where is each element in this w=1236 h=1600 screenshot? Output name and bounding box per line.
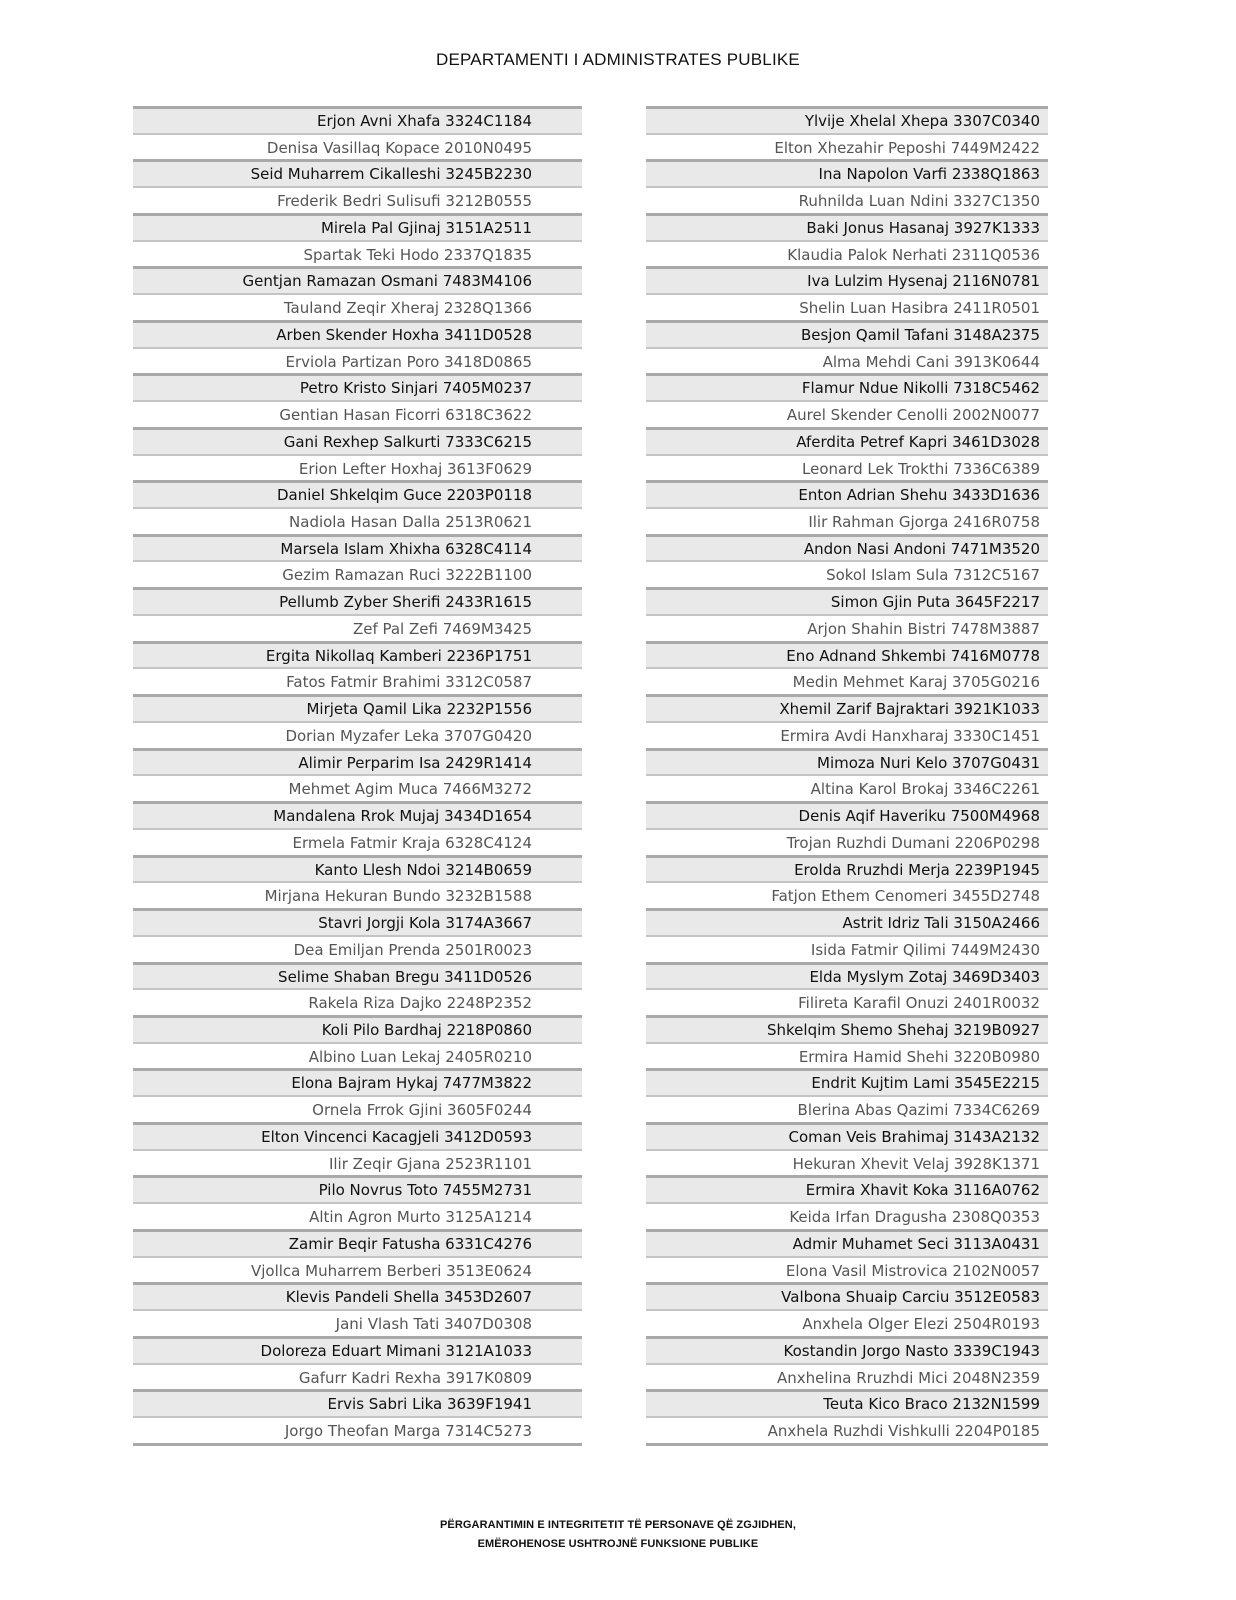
person-entry: Ylvije Xhelal Xhepa 3307C0340	[804, 112, 1040, 130]
person-entry: Shelin Luan Hasibra 2411R0501	[799, 299, 1040, 318]
person-entry: Eno Adnand Shkembi 7416M0778	[786, 646, 1040, 665]
list-item	[133, 988, 582, 1015]
list-item	[133, 774, 582, 801]
list-item	[133, 828, 582, 855]
person-entry: Astrit Idriz Tali 3150A2466	[842, 914, 1040, 933]
list-item	[133, 427, 582, 454]
list-item	[646, 213, 1048, 240]
person-entry: Arben Skender Hoxha 3411D0528	[276, 325, 532, 344]
list-item	[646, 534, 1048, 561]
person-entry: Erviola Partizan Poro 3418D0865	[285, 352, 532, 371]
list-item	[646, 1309, 1048, 1336]
list-item	[133, 266, 582, 293]
person-entry: Trojan Ruzhdi Dumani 2206P0298	[786, 833, 1040, 852]
list-item	[133, 1389, 582, 1416]
list-item	[646, 373, 1048, 400]
person-entry: Denisa Vasillaq Kopace 2010N0495	[266, 138, 532, 157]
list-item	[646, 1282, 1048, 1309]
person-entry: Ruhnilda Luan Ndini 3327C1350	[798, 192, 1040, 211]
list-item	[646, 1149, 1048, 1176]
person-entry: Blerina Abas Qazimi 7334C6269	[797, 1101, 1040, 1120]
person-entry: Mirjeta Qamil Lika 2232P1556	[306, 700, 532, 719]
person-entry: Aferdita Petref Kapri 3461D3028	[796, 432, 1040, 451]
person-entry: Keida Irfan Dragusha 2308Q0353	[789, 1208, 1040, 1227]
person-entry: Erjon Avni Xhafa 3324C1184	[316, 112, 532, 130]
person-entry: Anxhela Ruzhdi Vishkulli 2204P0185	[767, 1421, 1040, 1440]
list-item	[133, 1175, 582, 1202]
list-item	[646, 427, 1048, 454]
list-item	[133, 133, 582, 160]
person-entry: Filireta Karafil Onuzi 2401R0032	[798, 994, 1040, 1013]
person-entry: Mirjana Hekuran Bundo 3232B1588	[264, 887, 532, 906]
person-entry: Isida Fatmir Qilimi 7449M2430	[810, 940, 1040, 959]
person-entry: Ina Napolon Varfi 2338Q1863	[818, 165, 1040, 184]
list-item	[646, 133, 1048, 160]
list-item	[646, 347, 1048, 374]
person-entry: Leonard Lek Trokthi 7336C6389	[802, 459, 1040, 478]
person-entry: Stavri Jorgji Kola 3174A3667	[318, 914, 532, 933]
person-entry: Simon Gjin Puta 3645F2217	[830, 593, 1040, 612]
person-entry: Mehmet Agim Muca 7466M3272	[288, 780, 532, 799]
person-entry: Elona Vasil Mistrovica 2102N0057	[785, 1261, 1040, 1280]
list-item	[646, 1389, 1048, 1416]
list-item	[646, 240, 1048, 267]
person-entry: Enton Adrian Shehu 3433D1636	[798, 486, 1040, 505]
footer	[0, 1516, 1236, 1554]
list-item	[646, 1363, 1048, 1390]
left-name-column	[133, 106, 582, 1446]
list-item	[646, 400, 1048, 427]
list-item	[133, 480, 582, 507]
person-entry: Alma Mehdi Cani 3913K0644	[822, 352, 1040, 371]
person-entry: Pilo Novrus Toto 7455M2731	[318, 1181, 532, 1200]
list-item	[646, 694, 1048, 721]
list-item	[133, 908, 582, 935]
list-item	[133, 320, 582, 347]
person-entry: Klevis Pandeli Shella 3453D2607	[285, 1288, 532, 1307]
list-item	[133, 454, 582, 481]
footer-line-2: EMËROHENOSE USHTROJNË FUNKSIONE PUBLIKE	[477, 1538, 759, 1550]
list-item	[646, 881, 1048, 908]
person-entry: Gezim Ramazan Ruci 3222B1100	[282, 566, 532, 585]
list-item	[133, 1229, 582, 1256]
list-item	[133, 1282, 582, 1309]
right-name-column	[646, 106, 1048, 1446]
person-entry: Jani Vlash Tati 3407D0308	[335, 1315, 532, 1334]
person-entry: Altina Karol Brokaj 3346C2261	[810, 780, 1040, 799]
list-item	[133, 1336, 582, 1363]
list-item	[133, 186, 582, 213]
person-entry: Zef Pal Zefi 7469M3425	[352, 619, 532, 638]
list-item	[646, 159, 1048, 186]
list-item	[133, 1149, 582, 1176]
list-item	[646, 1068, 1048, 1095]
person-entry: Medin Mehmet Karaj 3705G0216	[792, 673, 1040, 692]
person-entry: Besjon Qamil Tafani 3148A2375	[800, 325, 1040, 344]
person-entry: Petro Kristo Sinjari 7405M0237	[299, 379, 532, 398]
list-item	[133, 1363, 582, 1390]
person-entry: Zamir Beqir Fatusha 6331C4276	[288, 1234, 532, 1253]
list-item	[133, 373, 582, 400]
person-entry: Coman Veis Brahimaj 3143A2132	[788, 1127, 1040, 1146]
person-entry: Gafurr Kadri Rexha 3917K0809	[298, 1368, 532, 1387]
footer-line-1: PËRGARANTIMIN E INTEGRITETIT TË PERSONAVE QË ZGJIDHEN,	[439, 1519, 796, 1531]
list-item	[646, 587, 1048, 614]
person-entry: Denis Aqif Haveriku 7500M4968	[798, 807, 1040, 826]
person-entry: Sokol Islam Sula 7312C5167	[826, 566, 1040, 585]
list-item	[646, 962, 1048, 989]
list-item	[646, 1256, 1048, 1283]
person-entry: Elda Myslym Zotaj 3469D3403	[809, 967, 1040, 986]
person-entry: Aurel Skender Cenolli 2002N0077	[786, 406, 1040, 425]
person-entry: Kostandin Jorgo Nasto 3339C1943	[783, 1341, 1040, 1360]
list-item	[646, 186, 1048, 213]
list-item	[646, 721, 1048, 748]
list-item	[133, 587, 582, 614]
person-entry: Erolda Rruzhdi Merja 2239P1945	[794, 860, 1040, 879]
person-entry: Anxhelina Rruzhdi Mici 2048N2359	[777, 1368, 1040, 1387]
list-item	[646, 1336, 1048, 1363]
person-entry: Admir Muhamet Seci 3113A0431	[792, 1234, 1040, 1253]
list-item	[133, 721, 582, 748]
list-item	[133, 1416, 582, 1443]
list-item	[646, 1015, 1048, 1042]
list-item	[646, 454, 1048, 481]
list-item	[646, 774, 1048, 801]
person-entry: Arjon Shahin Bistri 7478M3887	[807, 619, 1040, 638]
list-item	[133, 881, 582, 908]
list-item	[646, 106, 1048, 133]
person-entry: Dorian Myzafer Leka 3707G0420	[285, 726, 532, 745]
list-item	[646, 1095, 1048, 1122]
list-item	[646, 855, 1048, 882]
person-entry: Elton Xhezahir Peposhi 7449M2422	[774, 138, 1040, 157]
list-item	[646, 748, 1048, 775]
person-entry: Koli Pilo Bardhaj 2218P0860	[321, 1020, 532, 1039]
list-item	[133, 1202, 582, 1229]
list-item	[133, 240, 582, 267]
column-bottom-rule	[133, 1443, 582, 1446]
person-entry: Valbona Shuaip Carciu 3512E0583	[781, 1288, 1040, 1307]
person-entry: Erion Lefter Hoxhaj 3613F0629	[298, 459, 532, 478]
list-item	[133, 560, 582, 587]
person-entry: Fatjon Ethem Cenomeri 3455D2748	[771, 887, 1040, 906]
person-entry: Shkelqim Shemo Shehaj 3219B0927	[767, 1020, 1040, 1039]
list-item	[133, 1309, 582, 1336]
list-item	[133, 1015, 582, 1042]
list-item	[133, 748, 582, 775]
list-item	[133, 213, 582, 240]
list-item	[133, 694, 582, 721]
person-entry: Seid Muharrem Cikalleshi 3245B2230	[250, 165, 532, 184]
person-entry: Mimoza Nuri Kelo 3707G0431	[817, 753, 1040, 772]
person-entry: Flamur Ndue Nikolli 7318C5462	[801, 379, 1040, 398]
person-entry: Selime Shaban Bregu 3411D0526	[278, 967, 532, 986]
list-item	[133, 641, 582, 668]
list-item	[646, 560, 1048, 587]
person-entry: Vjollca Muharrem Berberi 3513E0624	[250, 1261, 532, 1280]
person-entry: Ornela Frrok Gjini 3605F0244	[312, 1101, 532, 1120]
person-entry: Gentjan Ramazan Osmani 7483M4106	[242, 272, 532, 291]
list-item	[133, 507, 582, 534]
list-item	[133, 159, 582, 186]
list-item	[646, 1175, 1048, 1202]
person-entry: Ilir Rahman Gjorga 2416R0758	[808, 513, 1040, 532]
person-entry: Altin Agron Murto 3125A1214	[309, 1208, 532, 1227]
list-item	[646, 935, 1048, 962]
list-item	[133, 855, 582, 882]
person-entry: Dea Emiljan Prenda 2501R0023	[293, 940, 532, 959]
column-bottom-rule	[646, 1443, 1048, 1446]
person-entry: Iva Lulzim Hysenaj 2116N0781	[807, 272, 1040, 291]
person-entry: Hekuran Xhevit Velaj 3928K1371	[792, 1154, 1040, 1173]
person-entry: Teuta Kico Braco 2132N1599	[823, 1395, 1040, 1414]
list-item	[133, 1042, 582, 1069]
person-entry: Albino Luan Lekaj 2405R0210	[308, 1047, 532, 1066]
person-entry: Elton Vincenci Kacagjeli 3412D0593	[261, 1127, 532, 1146]
person-entry: Ermira Xhavit Koka 3116A0762	[805, 1181, 1040, 1200]
list-item	[646, 908, 1048, 935]
person-entry: Endrit Kujtim Lami 3545E2215	[811, 1074, 1040, 1093]
list-item	[133, 962, 582, 989]
person-entry: Spartak Teki Hodo 2337Q1835	[303, 245, 532, 264]
person-entry: Gentian Hasan Ficorri 6318C3622	[279, 406, 532, 425]
list-item	[646, 1229, 1048, 1256]
list-item	[646, 266, 1048, 293]
person-entry: Ermela Fatmir Kraja 6328C4124	[292, 833, 532, 852]
person-entry: Baki Jonus Hasanaj 3927K1333	[806, 218, 1040, 237]
list-item	[646, 988, 1048, 1015]
list-item	[133, 801, 582, 828]
list-item	[646, 1416, 1048, 1443]
person-entry: Ermira Hamid Shehi 3220B0980	[798, 1047, 1040, 1066]
list-item	[133, 1122, 582, 1149]
list-item	[646, 614, 1048, 641]
person-entry: Ermira Avdi Hanxharaj 3330C1451	[780, 726, 1040, 745]
person-entry: Daniel Shkelqim Guce 2203P0118	[277, 486, 532, 505]
person-entry: Alimir Perparim Isa 2429R1414	[298, 753, 532, 772]
list-item	[646, 1202, 1048, 1229]
person-entry: Fatos Fatmir Brahimi 3312C0587	[286, 673, 532, 692]
person-entry: Ergita Nikollaq Kamberi 2236P1751	[265, 646, 532, 665]
person-entry: Mirela Pal Gjinaj 3151A2511	[320, 218, 532, 237]
person-entry: Ervis Sabri Lika 3639F1941	[327, 1395, 532, 1414]
person-entry: Klaudia Palok Nerhati 2311Q0536	[787, 245, 1040, 264]
list-item	[646, 801, 1048, 828]
list-item	[646, 667, 1048, 694]
page-title: DEPARTAMENTI I ADMINISTRATES PUBLIKE	[436, 50, 800, 69]
list-item	[133, 935, 582, 962]
person-entry: Kanto Llesh Ndoi 3214B0659	[314, 860, 532, 879]
list-item	[646, 320, 1048, 347]
list-item	[133, 1256, 582, 1283]
person-entry: Andon Nasi Andoni 7471M3520	[803, 539, 1040, 558]
person-entry: Marsela Islam Xhixha 6328C4114	[280, 539, 532, 558]
person-entry: Frederik Bedri Sulisufi 3212B0555	[277, 192, 532, 211]
person-entry: Mandalena Rrok Mujaj 3434D1654	[273, 807, 532, 826]
list-item	[646, 641, 1048, 668]
person-entry: Rakela Riza Dajko 2248P2352	[308, 994, 532, 1013]
person-entry: Tauland Zeqir Xheraj 2328Q1366	[283, 299, 532, 318]
list-item	[133, 614, 582, 641]
list-item	[133, 667, 582, 694]
list-item	[646, 828, 1048, 855]
person-entry: Xhemil Zarif Bajraktari 3921K1033	[779, 700, 1040, 719]
person-entry: Pellumb Zyber Sherifi 2433R1615	[279, 593, 532, 612]
list-item	[133, 534, 582, 561]
list-item	[133, 400, 582, 427]
list-item	[646, 480, 1048, 507]
list-item	[133, 1068, 582, 1095]
person-entry: Jorgo Theofan Marga 7314C5273	[284, 1421, 532, 1440]
person-entry: Nadiola Hasan Dalla 2513R0621	[289, 513, 532, 532]
person-entry: Doloreza Eduart Mimani 3121A1033	[260, 1341, 532, 1360]
person-entry: Ilir Zeqir Gjana 2523R1101	[328, 1154, 532, 1173]
list-item	[133, 106, 582, 133]
person-entry: Elona Bajram Hykaj 7477M3822	[291, 1074, 532, 1093]
list-item	[646, 1122, 1048, 1149]
list-item	[646, 507, 1048, 534]
person-entry: Gani Rexhep Salkurti 7333C6215	[283, 432, 532, 451]
list-item	[646, 293, 1048, 320]
list-item	[133, 1095, 582, 1122]
list-item	[133, 347, 582, 374]
list-item	[646, 1042, 1048, 1069]
list-item	[133, 293, 582, 320]
person-entry: Anxhela Olger Elezi 2504R0193	[802, 1315, 1040, 1334]
